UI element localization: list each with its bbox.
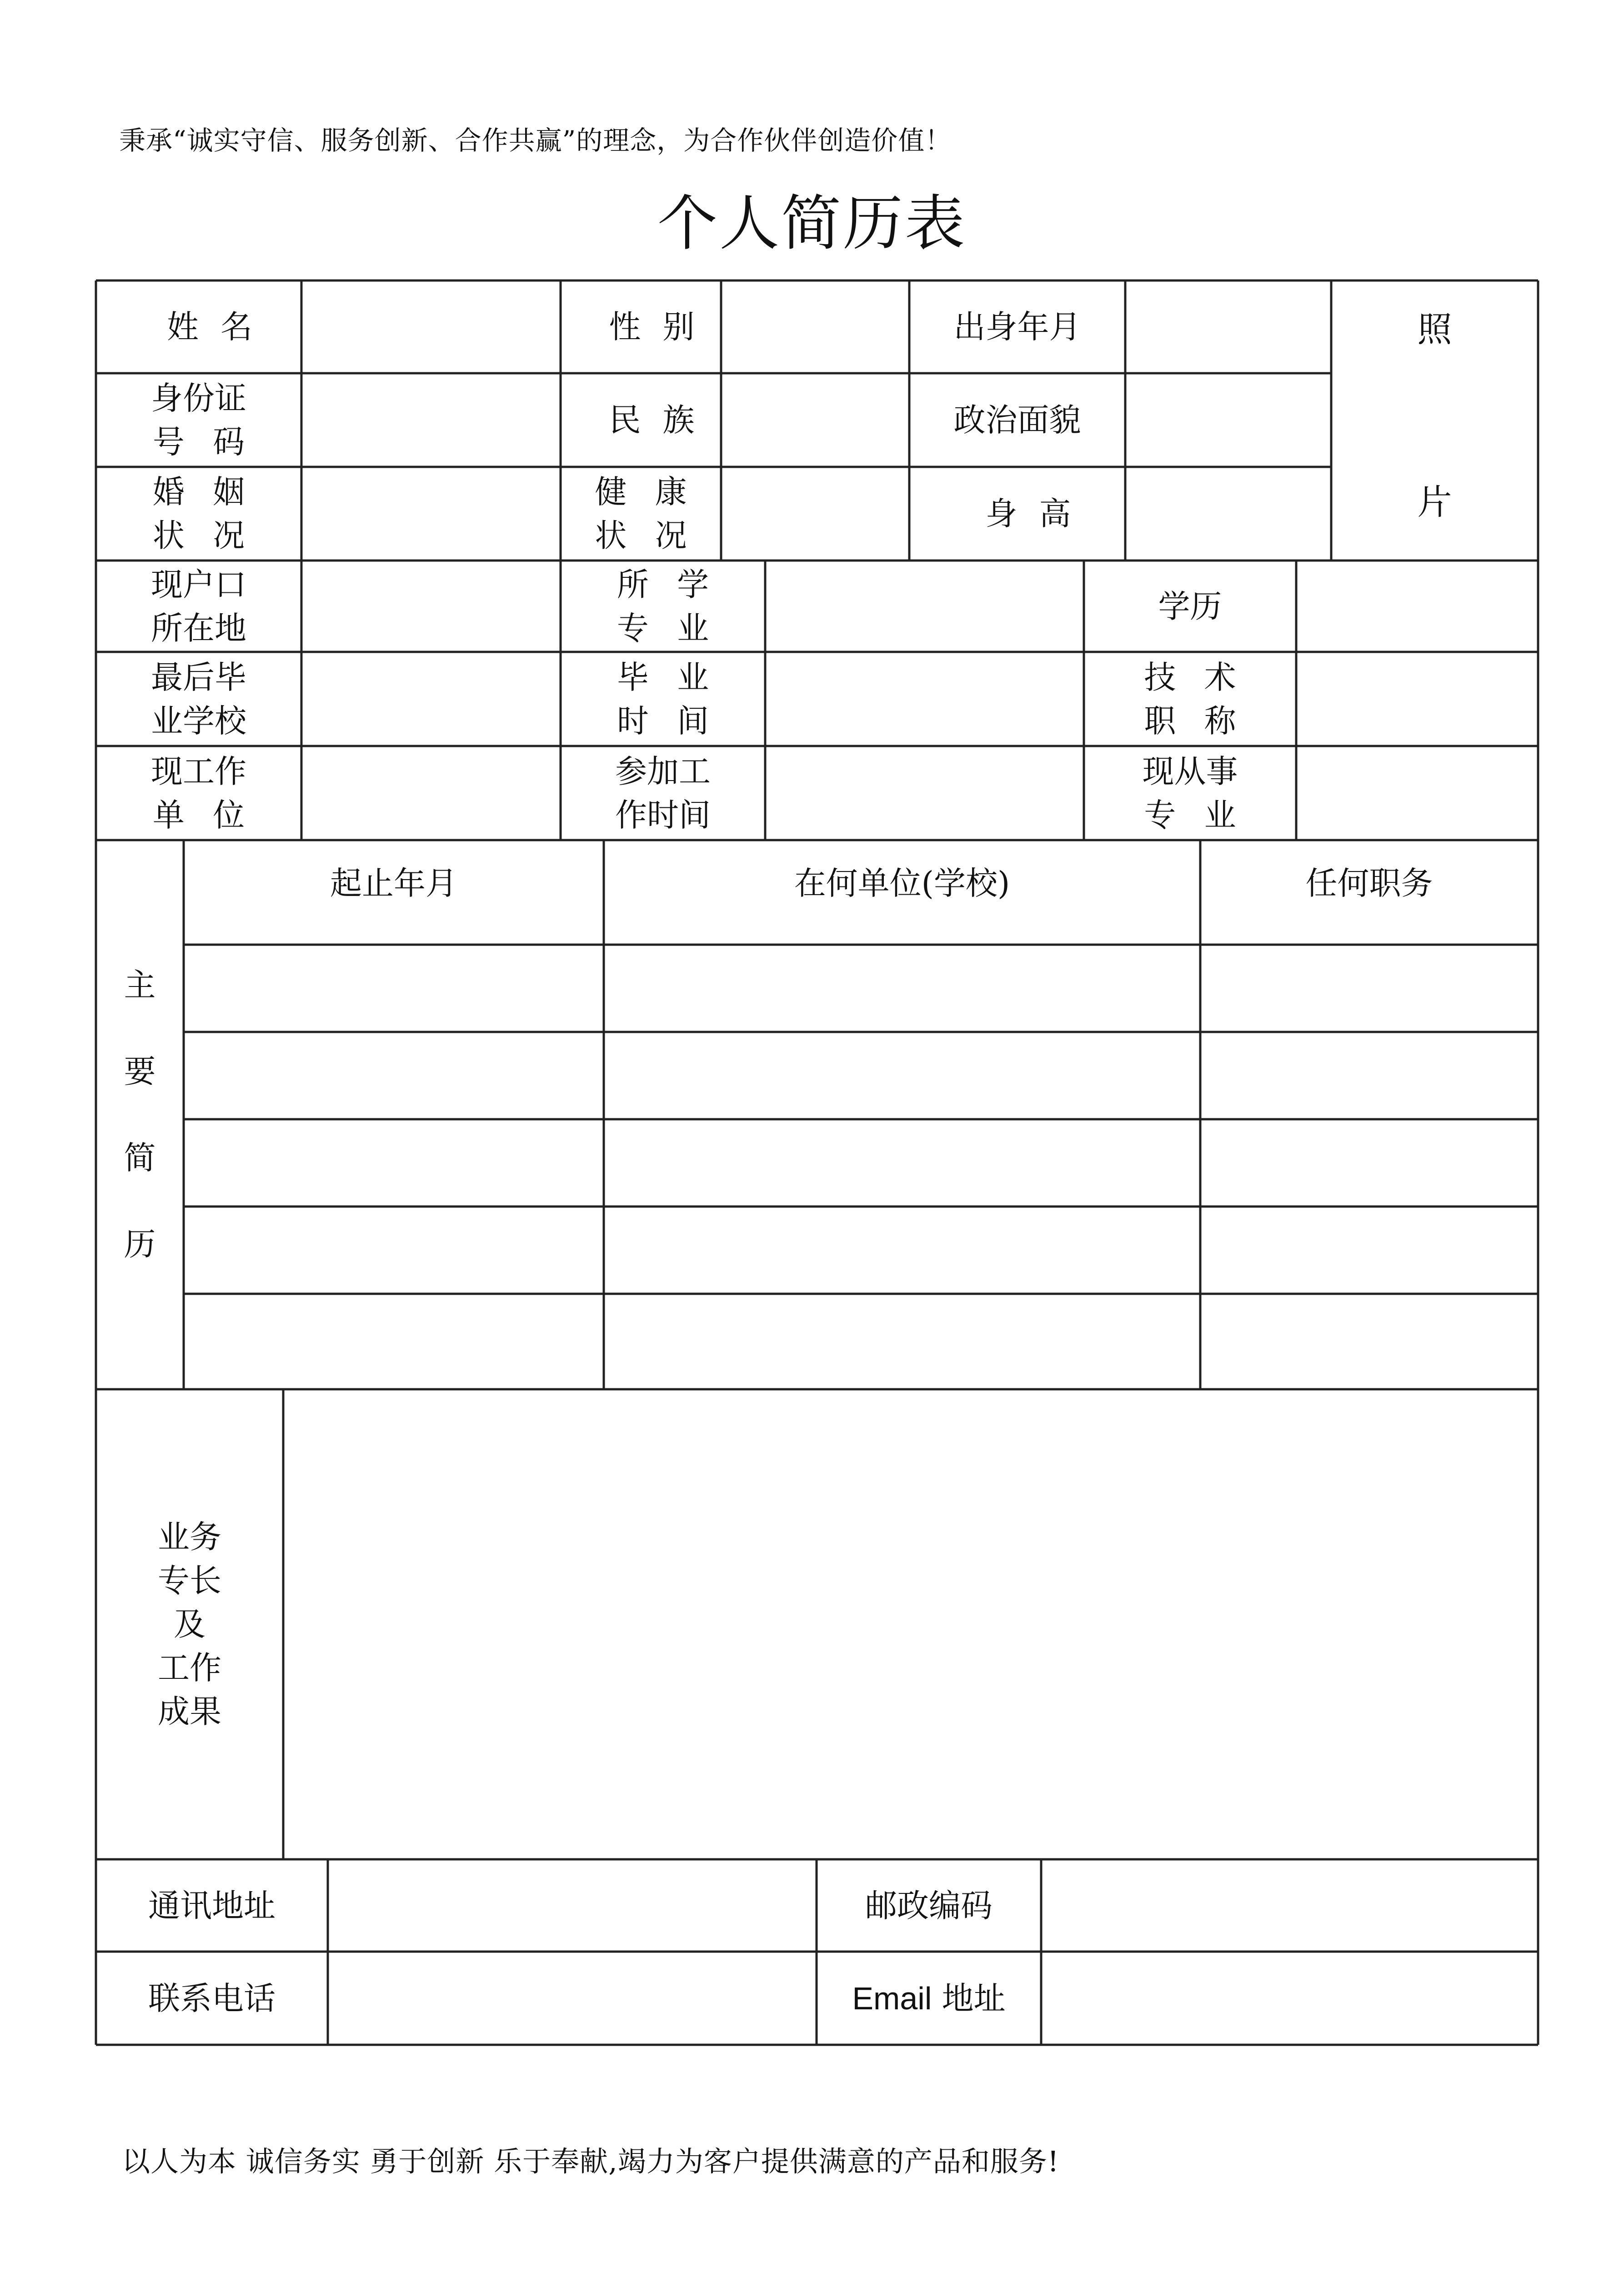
label-gender: 性别 xyxy=(609,308,717,345)
field-phone[interactable] xyxy=(328,1952,817,2045)
history-header-org: 在何单位(学校) xyxy=(794,865,1010,902)
label-postcode: 邮政编码 xyxy=(865,1887,992,1924)
label-employer-line2: 单 位 xyxy=(152,796,245,834)
label-marital-status xyxy=(96,467,301,561)
field-political-status[interactable] xyxy=(1125,373,1331,467)
label-school-line1: 最后毕 xyxy=(151,658,246,696)
label-health xyxy=(561,467,721,561)
field-last-school[interactable] xyxy=(301,652,561,746)
expertise-label xyxy=(96,1389,283,1859)
label-height: 身高 xyxy=(985,495,1093,532)
label-phone: 联系电话 xyxy=(148,1979,276,2017)
history-cell-role[interactable] xyxy=(1200,1119,1538,1207)
table-row xyxy=(184,1119,1538,1207)
field-graduation-date[interactable] xyxy=(765,652,1084,746)
label-current-field xyxy=(1084,746,1296,840)
label-marital-line2: 状 况 xyxy=(152,517,245,554)
label-hukou-line2: 所在地 xyxy=(151,609,246,647)
label-id-number xyxy=(96,373,301,467)
field-name[interactable] xyxy=(301,280,561,373)
label-email-suffix: 地址 xyxy=(932,1979,1006,2017)
label-grad-line1: 毕 业 xyxy=(617,658,709,696)
history-cell-org[interactable] xyxy=(604,1032,1200,1119)
history-cell-period[interactable] xyxy=(184,1207,604,1294)
field-address[interactable] xyxy=(328,1859,817,1952)
label-birth: 出身年月 xyxy=(953,308,1081,345)
field-ethnicity[interactable] xyxy=(721,373,909,467)
history-cell-period[interactable] xyxy=(184,1294,604,1389)
field-health[interactable] xyxy=(721,467,909,561)
expertise-label-line: 业务 xyxy=(158,1518,221,1556)
table-row xyxy=(184,1032,1538,1119)
label-health-line2: 状 况 xyxy=(595,517,687,554)
label-school-line2: 业学校 xyxy=(151,702,246,740)
label-hukou-line1: 现户口 xyxy=(151,566,246,603)
label-email xyxy=(817,1952,1041,2045)
label-field-line2: 专 业 xyxy=(1144,796,1236,834)
history-side-char: 简 xyxy=(124,1139,156,1177)
label-tech-line2: 职 称 xyxy=(1144,702,1236,740)
label-id-line2: 号 码 xyxy=(152,423,245,461)
label-work-start-line2: 作时间 xyxy=(615,796,711,834)
form-title: 个人简历表 xyxy=(657,189,967,259)
label-technical-title xyxy=(1084,652,1296,746)
label-field-line1: 现从事 xyxy=(1142,752,1238,790)
field-email[interactable] xyxy=(1041,1952,1538,2045)
expertise-label-line: 及 xyxy=(174,1606,206,1643)
footer-slogan: 以人为本 诚信务实 勇于创新 乐于奉献,竭力为客户提供满意的产品和服务! xyxy=(122,2145,1059,2178)
history-side-char: 主 xyxy=(124,966,156,1004)
history-cell-org[interactable] xyxy=(604,1119,1200,1207)
field-postcode[interactable] xyxy=(1041,1859,1538,1952)
history-header-period: 起止年月 xyxy=(330,865,457,902)
expertise-label-line: 专长 xyxy=(158,1562,221,1599)
field-major[interactable] xyxy=(765,561,1084,652)
field-technical-title[interactable] xyxy=(1296,652,1538,746)
label-email-prefix: Email xyxy=(852,1980,932,2016)
label-work-start-line1: 参加工 xyxy=(615,752,711,790)
history-cell-org[interactable] xyxy=(604,1294,1200,1389)
field-current-field[interactable] xyxy=(1296,746,1538,840)
field-education[interactable] xyxy=(1296,561,1538,652)
label-major-line1: 所 学 xyxy=(617,566,709,603)
label-work-start xyxy=(561,746,765,840)
history-cell-period[interactable] xyxy=(184,1119,604,1207)
history-cell-period[interactable] xyxy=(184,1032,604,1119)
history-cell-period[interactable] xyxy=(184,945,604,1032)
history-side-char: 要 xyxy=(124,1053,156,1090)
photo-label-top: 照 xyxy=(1417,309,1452,350)
field-expertise[interactable] xyxy=(283,1389,1538,1859)
label-employer-line1: 现工作 xyxy=(151,752,246,790)
history-side-label xyxy=(96,840,184,1389)
label-hukou xyxy=(96,561,301,652)
label-ethnicity: 民族 xyxy=(609,401,717,439)
table-row xyxy=(184,945,1538,1032)
field-hukou[interactable] xyxy=(301,561,561,652)
label-education: 学历 xyxy=(1158,587,1222,625)
field-marital-status[interactable] xyxy=(301,467,561,561)
label-grad-line2: 时 间 xyxy=(617,702,709,740)
expertise-label-line: 成果 xyxy=(158,1693,221,1730)
field-birth[interactable] xyxy=(1125,280,1331,373)
label-political-status: 政治面貌 xyxy=(953,401,1081,439)
field-gender[interactable] xyxy=(721,280,909,373)
label-name: 姓名 xyxy=(167,308,274,345)
history-cell-role[interactable] xyxy=(1200,1032,1538,1119)
history-cell-org[interactable] xyxy=(604,945,1200,1032)
label-marital-line1: 婚 姻 xyxy=(152,473,245,511)
table-row xyxy=(184,1294,1538,1389)
field-current-employer[interactable] xyxy=(301,746,561,840)
label-last-school xyxy=(96,652,301,746)
label-tech-line1: 技 术 xyxy=(1144,658,1236,696)
history-side-char: 历 xyxy=(124,1226,156,1263)
field-work-start[interactable] xyxy=(765,746,1084,840)
label-id-line1: 身份证 xyxy=(151,380,246,417)
header-motto: 秉承“诚实守信、服务创新、合作共赢”的理念，为合作伙伴创造价值！ xyxy=(119,125,952,156)
history-cell-role[interactable] xyxy=(1200,1294,1538,1389)
label-major xyxy=(561,561,765,652)
label-major-line2: 专 业 xyxy=(617,609,709,647)
photo-label-bottom: 片 xyxy=(1417,482,1452,522)
history-cell-role[interactable] xyxy=(1200,1207,1538,1294)
label-current-employer xyxy=(96,746,301,840)
history-cell-role[interactable] xyxy=(1200,945,1538,1032)
history-cell-org[interactable] xyxy=(604,1207,1200,1294)
label-graduation-date xyxy=(561,652,765,746)
label-address: 通讯地址 xyxy=(148,1887,276,1924)
label-health-line1: 健 康 xyxy=(595,473,687,511)
field-id-number[interactable] xyxy=(301,373,561,467)
history-header-role: 任何职务 xyxy=(1305,865,1433,902)
field-height[interactable] xyxy=(1125,467,1331,561)
table-row xyxy=(184,1207,1538,1294)
expertise-label-line: 工作 xyxy=(158,1649,221,1687)
